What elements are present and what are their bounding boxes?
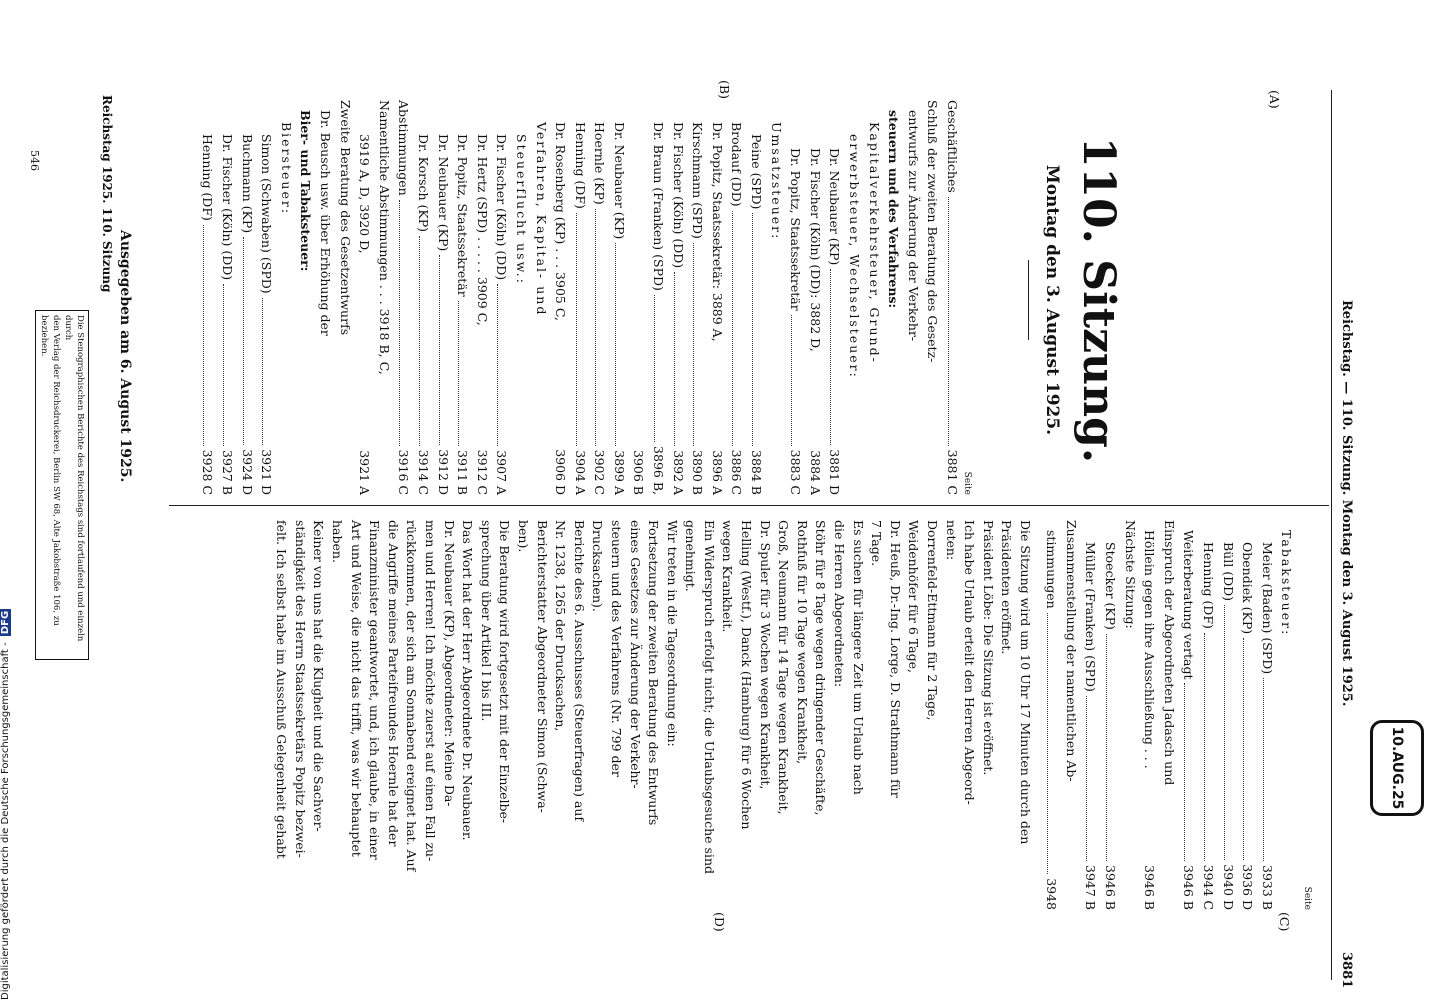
date-stamp-text: 10.AUG.25 [1389, 726, 1405, 810]
toc-entry-text: Bier- und Tabaksteuer: [298, 110, 314, 272]
leader-dots [693, 243, 694, 446]
body-line: die Angriffe meines Parteifreundes Hoernle hat der [385, 520, 401, 847]
toc-page-ref: 3902 C [592, 449, 608, 495]
toc-entry-text: stimmungen [1044, 530, 1060, 609]
leader-dots [1204, 633, 1205, 861]
toc-row [825, 100, 845, 495]
body-line: Stöhr für 8 Tage wegen dringender Geschäfte, [813, 520, 829, 816]
toc-page-ref: 3890 B [690, 450, 706, 495]
toc-entry-text: steuern und des Verfahrens: [886, 110, 902, 309]
running-header-text: Reichstag. — 110. Sitzung. Montag den 3. August 1925. [1339, 300, 1354, 707]
toc-row [942, 100, 972, 495]
body-line: Fortsetzung der zweiten Beratung des Entwurfs [646, 520, 662, 826]
toc-row [649, 100, 669, 495]
toc-entry-text: Dr. Popitz, Staatssekretär: 3889 A, [709, 122, 725, 342]
leader-dots [458, 301, 459, 446]
column-divider [169, 505, 1329, 506]
funding-caption-text: Digitalisierung gefördert durch die Deutsche Forschungsgemeinschaft - [0, 642, 11, 1000]
toc-row [1277, 520, 1297, 910]
body-line: haben. [330, 520, 346, 563]
body-line: neten: [943, 520, 959, 561]
toc-row [551, 100, 571, 495]
toc-row [394, 100, 414, 495]
toc-page-ref: 3940 D [1220, 864, 1236, 910]
toc-row [590, 100, 610, 495]
leader-dots [223, 284, 224, 446]
toc-entry-text: Dr. Fischer (Köln) (DD): 3882 D, [807, 148, 823, 352]
toc-entry-text: Dr. Neubauer (KP) [435, 134, 451, 252]
toc-row [1257, 520, 1277, 910]
toc-entry-text: Nächste Sitzung: [1122, 520, 1138, 629]
toc-row [1218, 520, 1238, 910]
toc-page-ref: 3921 D [259, 449, 275, 495]
toc-entry-text: Dr. Popitz, Staatssekretär [788, 148, 804, 311]
body-line: Die Beratung wird fortgesetzt mit der Einzelbe- [497, 520, 513, 824]
leader-dots [1224, 605, 1225, 860]
toc-page-ref: 3912 D [435, 449, 451, 495]
body-line: Dorrenfeld-Ettmann für 2 Tage, [925, 520, 941, 721]
toc-page-ref: 3948 [1044, 878, 1060, 910]
toc-row [296, 100, 316, 495]
toc-row [570, 100, 590, 495]
body-line: sprechung über Artikel I bis III. [478, 520, 494, 722]
leader-dots [399, 200, 400, 446]
toc-row [805, 100, 825, 495]
toc-entry-text: Meier (Baden) (SPD) [1259, 542, 1275, 675]
session-date: Montag den 3. August 1925. [1042, 164, 1062, 436]
toc-row [257, 100, 277, 495]
toc-page-ref: 3906 B [631, 450, 647, 495]
body-line: 7 Tage. [869, 520, 885, 567]
toc-page-ref: 3907 A [494, 450, 510, 495]
toc-page-ref: 3916 C [396, 449, 412, 495]
toc-entry-text: Buchmann (KP) [239, 134, 255, 234]
toc-row [766, 100, 786, 495]
toc-entry-text: Henning (DF) [200, 134, 216, 221]
toc-entry-text: Biersteuer: [278, 122, 294, 216]
toc-row [707, 100, 727, 495]
toc-entry-text: Stoecker (KP) [1103, 542, 1119, 630]
seite-label: Seite [962, 471, 972, 495]
toc-row [1198, 520, 1218, 910]
body-line: Nr. 1238, 1265 der Drucksachen, [553, 520, 569, 732]
body-line: Wir treten in die Tagesordnung ein: [664, 520, 680, 747]
leader-dots [674, 272, 675, 446]
toc-page-ref: 3904 A [572, 450, 588, 495]
body-line: Das Wort hat der Herr Abgeordnete Dr. Neubauer. [460, 520, 476, 841]
toc-row [1042, 520, 1062, 910]
body-line: Ich habe Urlaub erteilt den Herren Abgeord- [962, 520, 978, 805]
leader-dots [243, 237, 244, 445]
running-header [1339, 300, 1354, 980]
toc-page-ref: 3927 B [220, 450, 236, 495]
toc-row [374, 100, 394, 495]
toc-page-ref: 3886 C [729, 449, 745, 495]
toc-page-ref: 3947 B [1083, 865, 1099, 910]
leader-dots [948, 197, 949, 446]
dfg-logo: DFG [0, 610, 11, 635]
toc-row [198, 100, 218, 495]
footer-issued: Ausgegeben am 6. August 1925. [117, 230, 133, 483]
toc-entry-text: Tabaksteuer: [1279, 530, 1295, 637]
toc-page-ref: 3896 B, [651, 446, 667, 495]
publisher-note-line: Die Stenographischen Berichte des Reichstags sind fortlaufend und einzeln durch [63, 315, 85, 642]
page-code: 546 [28, 150, 41, 171]
toc-row [237, 100, 257, 495]
date-stamp [1370, 720, 1424, 816]
toc-row [531, 100, 551, 495]
toc-entry-text: Dr. Neubauer (KP) [611, 122, 627, 240]
leader-dots [1263, 678, 1264, 861]
body-line: genehmigt. [683, 520, 699, 592]
toc-row [1061, 520, 1081, 910]
body-line: Art und Weise, die nicht das trifft, was wir behauptet [348, 520, 364, 857]
toc-entry-text: Zweite Beratung des Gesetzentwurfs [337, 100, 353, 336]
toc-entry-text: Dr. Korsch (KP) [415, 134, 431, 233]
toc-page-ref: 3933 B [1259, 865, 1275, 910]
leader-dots [576, 213, 577, 446]
body-line: Dr. Spuler für 3 Wochen wegen Krankheit, [757, 520, 773, 790]
leader-dots [752, 213, 753, 446]
toc-entry-text: entwurfs zur Änderung der Verkehr- [905, 110, 921, 342]
toc-entry-text: Dr. Beusch usw. über Erhöhung der [318, 110, 333, 336]
table-of-contents-right [1042, 520, 1316, 910]
toc-entry-text: Umsatzsteuer: [768, 122, 784, 241]
toc-entry-text: Dr. Rosenberg (KP) . . . 3905 C, [553, 122, 569, 321]
leader-dots [1243, 638, 1244, 860]
body-line: Helling (Westf.), Danck (Hamburg) für 6 Wochen [739, 520, 755, 830]
body-line: wegen Krankheit. [720, 520, 736, 633]
leader-dots [497, 284, 498, 446]
toc-row [668, 100, 688, 495]
toc-row [511, 100, 531, 495]
toc-row [903, 100, 923, 495]
margin-mark-b: (B) [717, 80, 732, 99]
toc-row [844, 100, 864, 495]
leader-dots [1184, 683, 1185, 861]
body-line: men und Herren! Ich möchte zuerst auf einen Fall zu- [423, 520, 438, 862]
toc-row [609, 100, 629, 495]
toc-entry-text: 3919 A, D, 3920 D, [357, 134, 373, 254]
body-line: Weidenhöfer für 6 Tage, [906, 520, 922, 673]
leader-dots [830, 269, 831, 445]
toc-entry-text: Brodauf (DD) [729, 122, 745, 207]
toc-row [472, 100, 492, 495]
toc-page-ref: 3921 A [357, 450, 373, 495]
toc-page-ref: 3896 A [709, 450, 725, 495]
body-line: die Herren Abgeordneten: [832, 520, 848, 688]
toc-entry-text: Weiterberatung vertagt [1181, 530, 1197, 680]
toc-page-ref: 3912 C [474, 449, 490, 495]
leader-dots [595, 209, 596, 446]
toc-entry-text: Obendiek (KP) [1240, 542, 1256, 635]
toc-row [1159, 520, 1179, 910]
toc-entry-text: Höllein gegen ihre Ausschließung . . . [1142, 530, 1158, 769]
footer-left: Reichstag 1925. 110. Sitzung [100, 95, 114, 293]
toc-row [923, 100, 943, 495]
toc-entry-text: Henning (DF) [1201, 542, 1217, 629]
leader-dots [1106, 634, 1107, 861]
body-line: Finanzminister geantwortet, und, ich glaube, in einer [367, 520, 383, 860]
body-line: Es suchen für längere Zeit um Urlaub nach [850, 520, 866, 795]
leader-dots [1086, 696, 1087, 861]
margin-mark-c: (C) [1277, 912, 1292, 932]
body-line: ben). [515, 520, 531, 553]
toc-page-ref: 3911 B [455, 450, 471, 495]
body-line: Präsident Löbe: Die Sitzung ist eröffnet. [980, 520, 996, 776]
publisher-note-line: den Verlag der Reichsdruckerei, Berlin SW 68, Alte Jakobstraße 106, zu beziehen. [39, 315, 61, 626]
body-line: Die Sitzung wird um 10 Uhr 17 Minuten durch den [1018, 520, 1033, 845]
toc-entry-text: Dr. Fischer (Köln) (DD) [494, 134, 510, 281]
toc-page-ref: 3881 C [945, 449, 960, 495]
toc-page-ref: 3881 D [827, 449, 843, 495]
toc-row [884, 100, 904, 495]
toc-page-ref: 3906 D [553, 449, 569, 495]
leader-dots [615, 243, 616, 446]
toc-row [217, 100, 237, 495]
table-of-contents-left [198, 100, 972, 495]
leader-dots [1047, 613, 1048, 874]
toc-entry-text: Büll (DD) [1220, 542, 1236, 602]
toc-entry-text: Kapitalverkehrsteuer, Grund- [866, 122, 882, 364]
toc-entry-text: Simon (Schwaben) (SPD) [259, 134, 275, 294]
toc-row [1100, 520, 1120, 910]
toc-row [629, 100, 649, 495]
toc-entry-text: Geschäftliches [945, 100, 960, 193]
body-line: Groß, Neumann für 14 Tage wegen Krankheit, [776, 520, 792, 815]
toc-row [1140, 520, 1160, 910]
toc-page-ref: 3928 C [200, 449, 216, 495]
toc-entry-text: Dr. Neubauer (KP) [827, 148, 843, 266]
toc-row [1296, 520, 1316, 910]
leader-dots [419, 236, 420, 446]
toc-entry-text: Schluß der zweiten Beratung des Gesetz- [925, 100, 941, 363]
body-line: Dr. Neubauer (KP), Abgeordneter: Meine Da- [441, 520, 457, 807]
margin-mark-a: (A) [1267, 90, 1282, 109]
toc-row [786, 100, 806, 495]
publisher-note [35, 310, 89, 660]
title-rule [1028, 260, 1029, 340]
toc-row [335, 100, 355, 495]
toc-entry-text: Peine (SPD) [749, 134, 765, 210]
header-rule [1331, 90, 1332, 980]
toc-entry-text: Dr. Hertz (SPD) . . . . . 3909 C, [474, 134, 490, 326]
leader-dots [203, 225, 204, 446]
toc-row [1179, 520, 1199, 910]
toc-row [688, 100, 708, 495]
leader-dots [262, 298, 263, 446]
body-line: felt. Ich selbst habe im Ausschuß Gelegenheit gehabt [274, 520, 290, 859]
toc-page-ref: 3946 B [1142, 865, 1158, 910]
margin-mark-d: (D) [712, 912, 727, 932]
toc-entry-text: Einspruch der Abgeordneten Jadasch und [1161, 520, 1177, 786]
body-line: Drucksachen). [590, 520, 606, 612]
toc-entry-text: Dr. Popitz, Staatssekretär [455, 134, 471, 297]
toc-row [492, 100, 512, 495]
body-line: rückkommen, der sich am Sonnabend ereignet hat. Auf [404, 520, 420, 872]
body-line: steuern und des Verfahrens (Nr. 799 der [608, 520, 624, 777]
toc-entry-text: Zusammenstellung der namentlichen Ab- [1063, 520, 1079, 782]
toc-row [453, 100, 473, 495]
toc-entry-text: Kirschmann (SPD) [690, 122, 706, 239]
toc-row [1081, 520, 1101, 910]
leader-dots [732, 211, 733, 446]
toc-entry-text: erwerbsteuer, Wechselsteuer: [847, 134, 863, 379]
leader-dots [791, 315, 792, 446]
toc-page-ref: 3946 B [1103, 865, 1119, 910]
toc-entry-text: Dr. Fischer (Köln) (DD) [670, 122, 686, 269]
toc-row [413, 100, 433, 495]
body-line: eines Gesetzes zur Änderung der Verkehr- [627, 520, 643, 789]
toc-page-ref: 3924 D [239, 449, 255, 495]
toc-row [1238, 520, 1258, 910]
toc-entry-text: Verfahren, Kapital- und [533, 122, 549, 317]
toc-entry-text: Müller (Franken) (SPD) [1083, 542, 1099, 692]
body-line: Berichte des 6. Ausschusses (Steuerfragen) auf [571, 520, 587, 822]
toc-entry-text: Dr. Fischer (Köln) (DD) [220, 134, 236, 281]
body-line: Dr. Heuß, Dr.-Ing. Lorge, D. Strathmann für [887, 520, 903, 798]
body-line: Ein Widerspruch erfolgt nicht; die Urlaubsgesuche sind [701, 520, 717, 874]
session-title: 110. Sitzung. [1073, 136, 1124, 464]
toc-page-ref: 3944 C [1201, 864, 1217, 910]
toc-row [1120, 520, 1140, 910]
toc-page-ref: 3884 A [807, 450, 823, 495]
toc-entry-text: Dr. Braun (Franken) (SPD) [651, 122, 667, 291]
toc-page-ref: 3914 C [415, 449, 431, 495]
seite-label: Seite [1302, 886, 1312, 910]
session-body-text [272, 520, 1034, 910]
toc-row [315, 100, 335, 495]
toc-row [727, 100, 747, 495]
toc-entry-text: Steuerflucht usw.: [513, 134, 529, 285]
toc-page-ref: 3883 C [788, 449, 804, 495]
body-line: Berichterstatter Abgeordneter Simon (Schwa- [534, 520, 550, 813]
toc-row [433, 100, 453, 495]
leader-dots [439, 255, 440, 445]
body-line: Keiner von uns hat die Klugheit und die Sachver- [311, 520, 327, 832]
toc-page-ref: 3899 A [611, 450, 627, 495]
body-line: Rothfuß für 10 Tage wegen Krankheit, [794, 520, 810, 765]
toc-page-ref: 3946 B [1181, 865, 1197, 910]
toc-page-ref: 3892 A [670, 450, 686, 495]
leader-dots [654, 295, 655, 442]
body-line: Präsidenten eröffnet. [999, 520, 1015, 655]
toc-page-ref: 3936 D [1240, 864, 1256, 910]
toc-row [746, 100, 766, 495]
toc-row [864, 100, 884, 495]
toc-entry-text: Namentliche Abstimmungen . . . 3918 B, C, [376, 100, 392, 375]
toc-entry-text: Henning (DF) [572, 122, 588, 209]
toc-row [355, 100, 375, 495]
page-number: 3881 [1339, 952, 1354, 989]
toc-entry-text: Hoernle (KP) [592, 122, 608, 205]
toc-row [276, 100, 296, 495]
toc-entry-text: Abstimmungen [396, 100, 412, 196]
toc-page-ref: 3884 B [749, 450, 765, 495]
body-line: ständigkeit des Herrn Staatssekretärs Popitz bezwei- [292, 520, 308, 858]
